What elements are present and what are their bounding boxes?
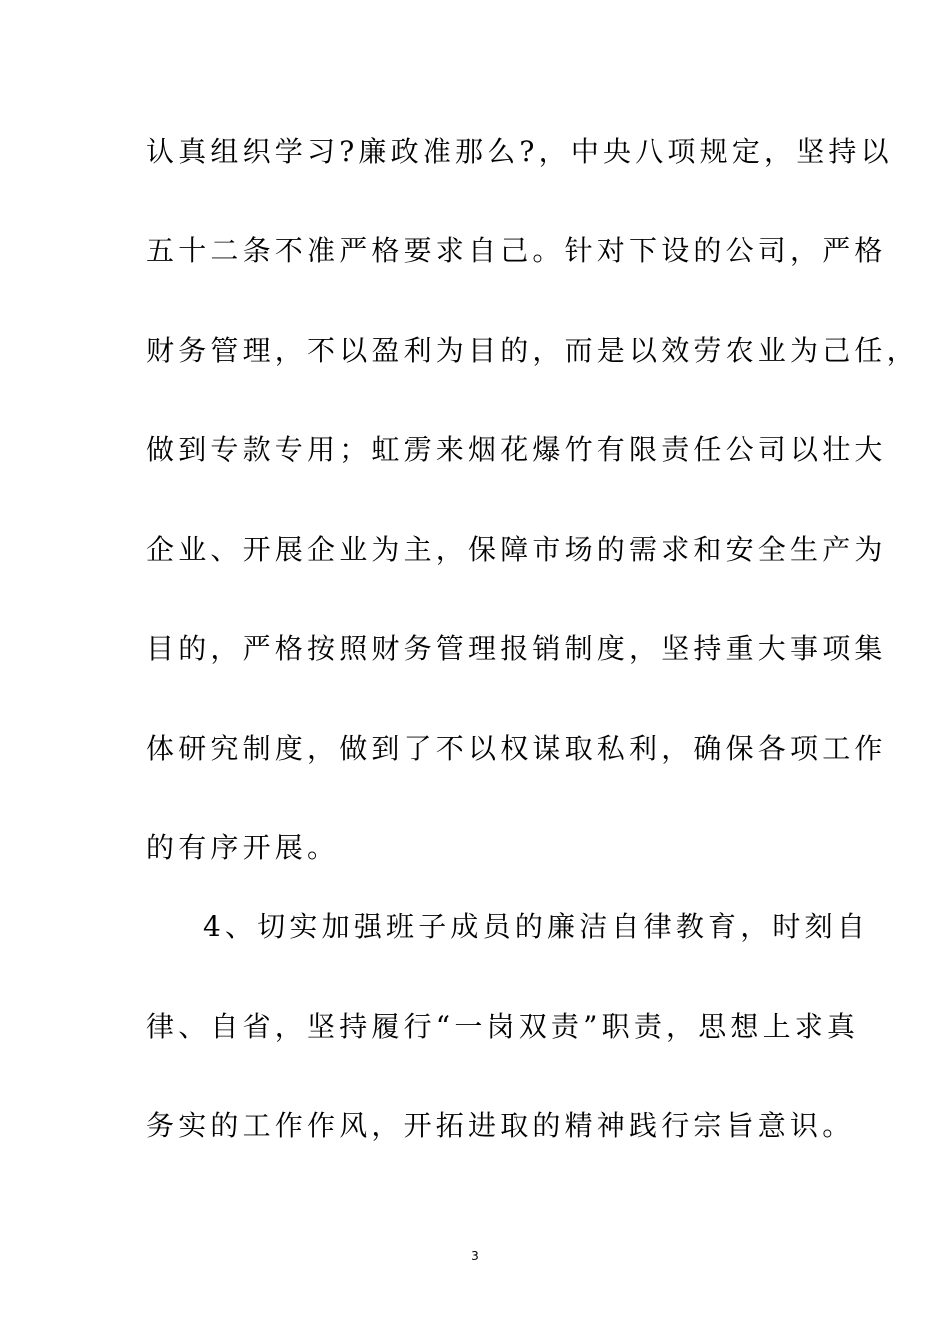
paragraph-line-8: 的有序开展。 [146, 831, 340, 864]
paragraph-line-2: 五十二条不准严格要求自己。针对下设的公司，严格 [146, 234, 887, 267]
paragraph-line-1: 认真组织学习?廉政准那么?，中央八项规定，坚持以 [146, 135, 893, 168]
paragraph-line-3: 财务管理，不以盈利为目的，而是以效劳农业为己任， [146, 334, 919, 367]
paragraph-line-5: 企业、开展企业为主，保障市场的需求和安全生产为 [146, 533, 887, 566]
page-number: 3 [471, 1249, 479, 1263]
paragraph-line-7: 体研究制度，做到了不以权谋取私利，确保各项工作 [146, 732, 887, 765]
paragraph-line-4: 做到专款专用；虹雳来烟花爆竹有限责任公司以壮大 [146, 433, 887, 466]
paragraph-line-10: 律、自省，坚持履行“一岗双责”职责，思想上求真 [146, 1010, 860, 1043]
paragraph-line-6: 目的，严格按照财务管理报销制度，坚持重大事项集 [146, 632, 887, 665]
paragraph-line-11: 务实的工作作风，开拓进取的精神践行宗旨意识。 [146, 1109, 855, 1142]
paragraph-line-9: 4、切实加强班子成员的廉洁自律教育，时刻自 [203, 910, 870, 943]
